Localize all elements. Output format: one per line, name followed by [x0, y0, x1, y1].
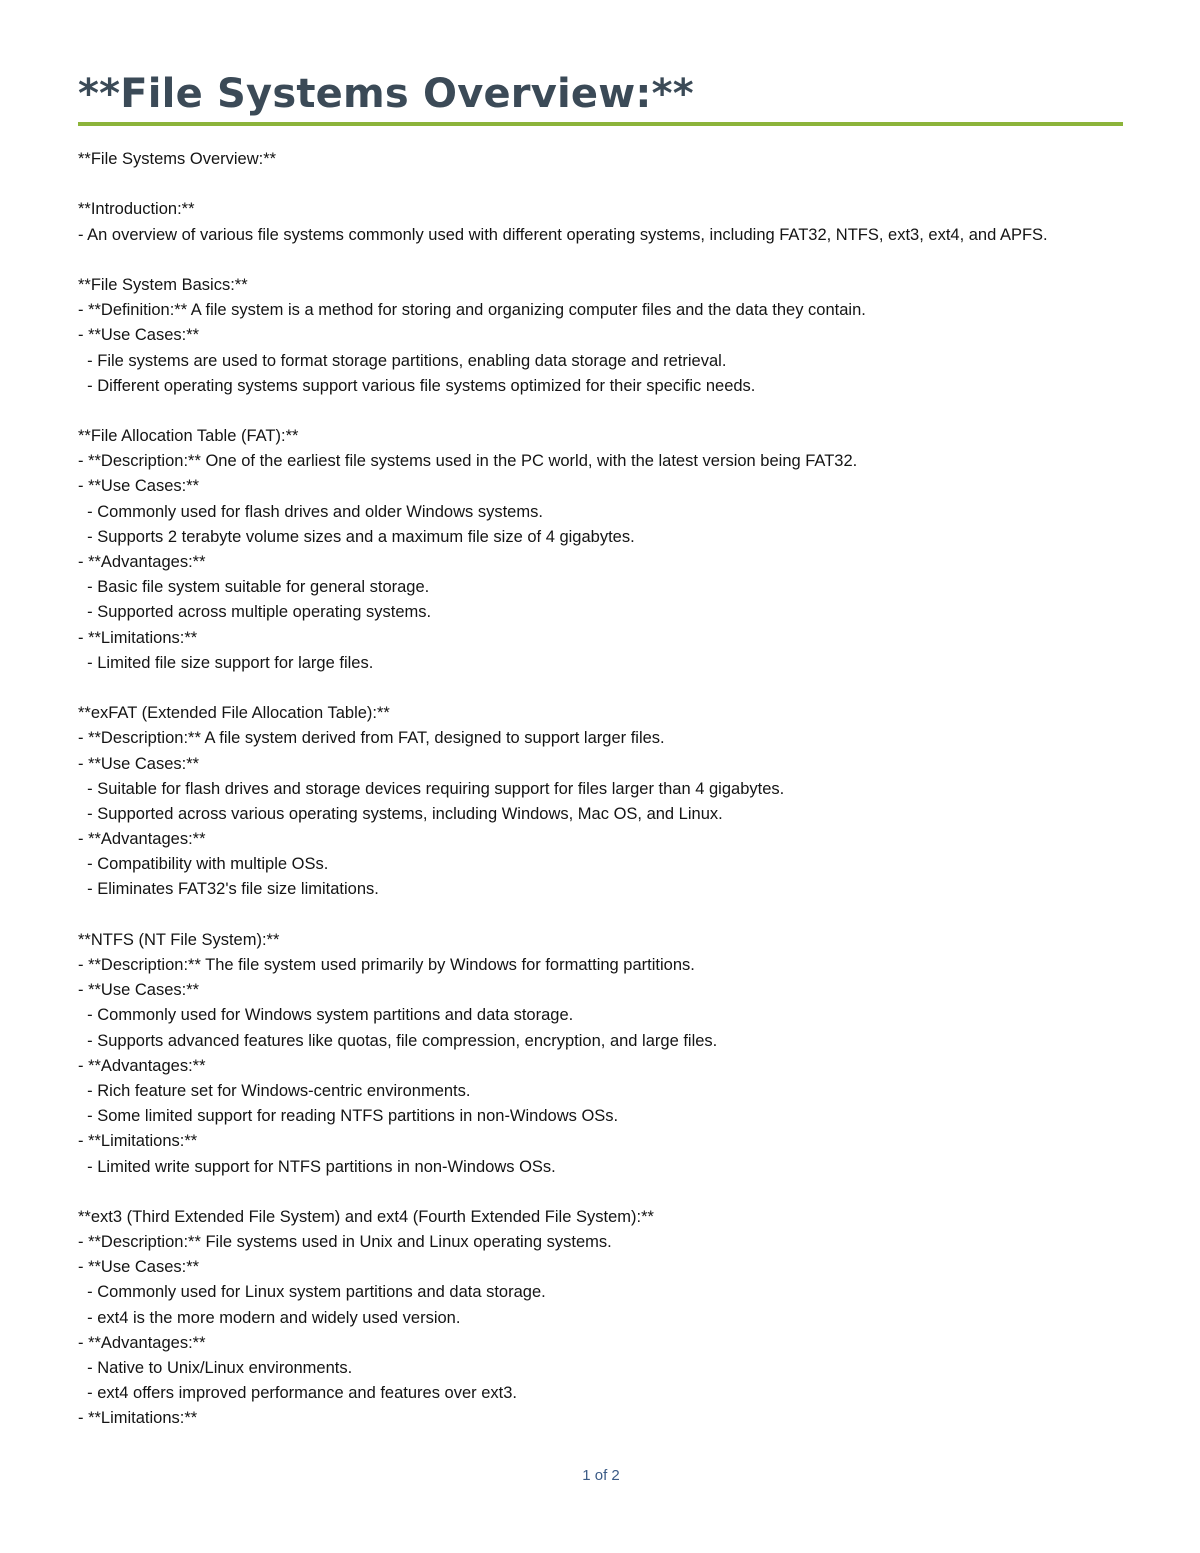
text-line: - **Limitations:**	[78, 1409, 198, 1428]
text-line: - **Use Cases:**	[78, 477, 200, 496]
text-line: - File systems are used to format storage partitions, enabling data storage and retrieval.	[78, 351, 727, 370]
text-line: **File Systems Overview:**	[78, 150, 277, 168]
text-line: - An overview of various file systems commonly used with different operating systems, including FAT32, NTFS, ext3, ext4, and APFS.	[78, 225, 1048, 244]
text-line: - Some limited support for reading NTFS partitions in non-Windows OSs.	[78, 1107, 619, 1126]
text-line: - **Advantages:**	[78, 553, 206, 572]
text-line: - Basic file system suitable for general storage.	[78, 578, 430, 597]
text-line: - **Description:** One of the earliest file systems used in the PC world, with the latest version being FAT32.	[78, 452, 858, 471]
text-line: - Supported across various operating systems, including Windows, Mac OS, and Linux.	[78, 804, 723, 823]
document-body	[78, 147, 1124, 1432]
blank-line	[78, 248, 1124, 273]
blank-line	[78, 1180, 1124, 1205]
text-line: - Supports advanced features like quotas, file compression, encryption, and large files.	[78, 1031, 718, 1050]
blank-line	[78, 676, 1124, 701]
text-line: - Supported across multiple operating systems.	[78, 603, 432, 622]
text-line: - Limited file size support for large files.	[78, 653, 374, 672]
text-line: - Compatibility with multiple OSs.	[78, 855, 329, 874]
text-line: - Native to Unix/Linux environments.	[78, 1359, 353, 1378]
title-underline	[78, 122, 1123, 126]
text-line: **NTFS (NT File System):**	[78, 930, 280, 949]
text-line: - Eliminates FAT32's file size limitations.	[78, 880, 379, 899]
text-line: - Commonly used for Windows system partitions and data storage.	[78, 1006, 574, 1025]
text-line: - **Use Cases:**	[78, 1258, 200, 1277]
text-line: - **Use Cases:**	[78, 326, 200, 345]
text-line: - **Advantages:**	[78, 1056, 206, 1075]
text-line: - **Use Cases:**	[78, 754, 200, 773]
blank-line	[78, 399, 1124, 424]
text-line: **ext3 (Third Extended File System) and ext4 (Fourth Extended File System):**	[78, 1207, 654, 1226]
text-line: - **Advantages:**	[78, 830, 206, 849]
document-page	[78, 0, 1124, 1553]
text-line: - ext4 is the more modern and widely used version.	[78, 1308, 461, 1327]
text-line: - Limited write support for NTFS partitions in non-Windows OSs.	[78, 1157, 556, 1176]
text-line: - **Use Cases:**	[78, 981, 200, 1000]
text-line: - Different operating systems support various file systems optimized for their specific needs.	[78, 376, 756, 395]
text-line: - **Description:** File systems used in Unix and Linux operating systems.	[78, 1233, 612, 1252]
text-line: - **Description:** The file system used primarily by Windows for formatting partitions.	[78, 956, 695, 975]
text-line: - ext4 offers improved performance and features over ext3.	[78, 1384, 517, 1403]
text-line: - Supports 2 terabyte volume sizes and a maximum file size of 4 gigabytes.	[78, 527, 635, 546]
text-line: **File System Basics:**	[78, 275, 248, 294]
text-line: - Commonly used for Linux system partitions and data storage.	[78, 1283, 546, 1302]
text-line: - **Description:** A file system derived from FAT, designed to support larger files.	[78, 729, 665, 748]
text-line: **Introduction:**	[78, 200, 195, 219]
text-line: - Suitable for flash drives and storage devices requiring support for files larger than 4 gigabytes.	[78, 779, 785, 798]
text-line: - **Definition:** A file system is a method for storing and organizing computer files and the data they contain.	[78, 301, 866, 320]
text-line: **File Allocation Table (FAT):**	[78, 427, 299, 446]
text-line: **exFAT (Extended File Allocation Table):**	[78, 704, 390, 723]
blank-line	[78, 903, 1124, 928]
text-line: - **Limitations:**	[78, 1132, 198, 1151]
text-line: - Rich feature set for Windows-centric environments.	[78, 1081, 471, 1100]
blank-line	[78, 172, 1124, 197]
document-title: **File Systems Overview:**	[78, 71, 694, 117]
text-line: - **Advantages:**	[78, 1333, 206, 1352]
text-line: - Commonly used for flash drives and older Windows systems.	[78, 502, 543, 521]
text-line: - **Limitations:**	[78, 628, 198, 647]
page-number: 1 of 2	[582, 1467, 620, 1484]
